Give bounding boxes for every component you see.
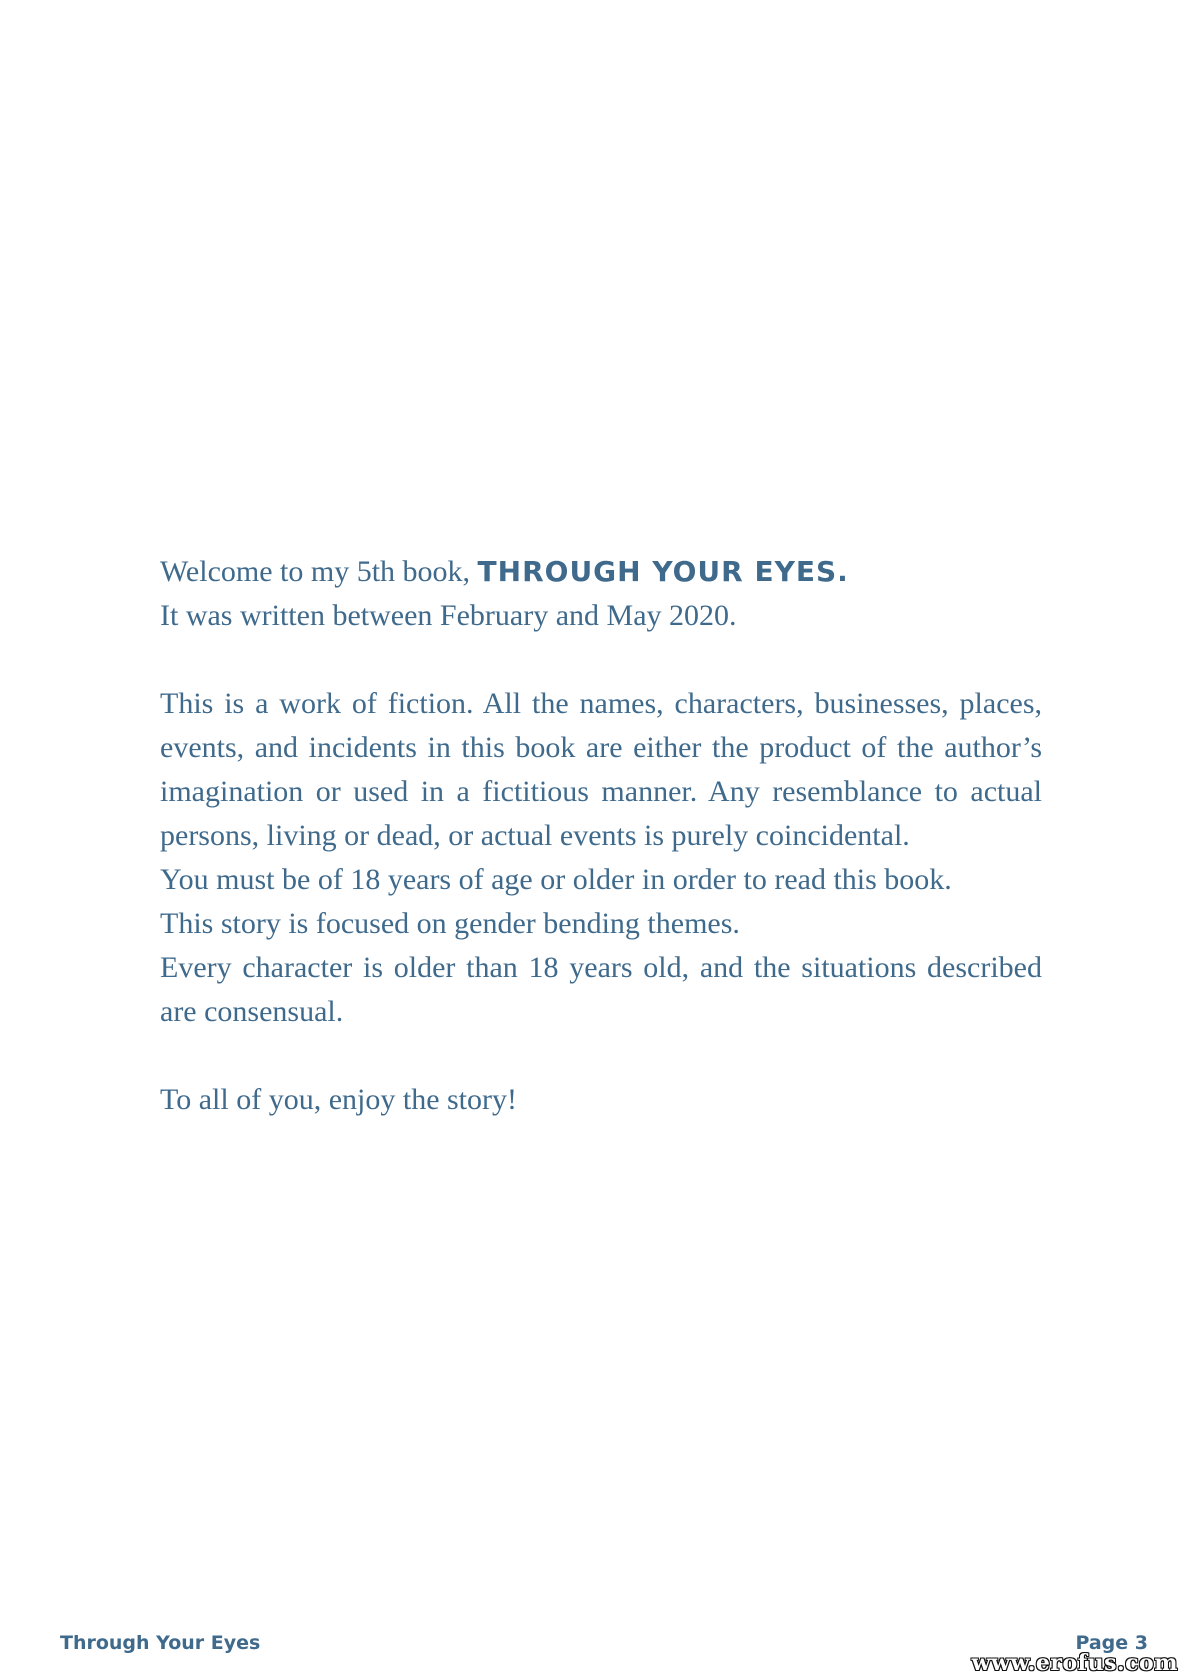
welcome-prefix: Welcome to my 5th book,: [160, 555, 478, 588]
themes-line: This story is focused on gender bending themes.: [160, 907, 740, 940]
consent-line: Every character is older than 18 years old, and the situations described are consensual.: [160, 951, 1042, 1028]
closing-line: To all of you, enjoy the story!: [160, 1083, 517, 1116]
page-body: [160, 550, 1042, 1122]
watermark: www.erofus.com: [971, 1650, 1178, 1676]
footer-book-name: Through Your Eyes: [60, 1632, 261, 1654]
footer-page-number: Page 3: [1075, 1632, 1148, 1654]
age-line: You must be of 18 years of age or older in order to read this book.: [160, 863, 952, 896]
written-line: It was written between February and May 2020.: [160, 599, 737, 632]
paragraph-gap: [160, 638, 1042, 682]
fiction-paragraph: This is a work of fiction. All the names, characters, businesses, places, events, and incidents in this book are either the product of the author’s imagination or used in a fictitious manner. Any resemblance to actual persons, living or dead, or actual events is purely coincidental.: [160, 687, 1042, 852]
book-title: THROUGH YOUR EYES.: [477, 555, 849, 588]
paragraph-gap: [160, 1034, 1042, 1078]
welcome-line: [160, 550, 1042, 594]
